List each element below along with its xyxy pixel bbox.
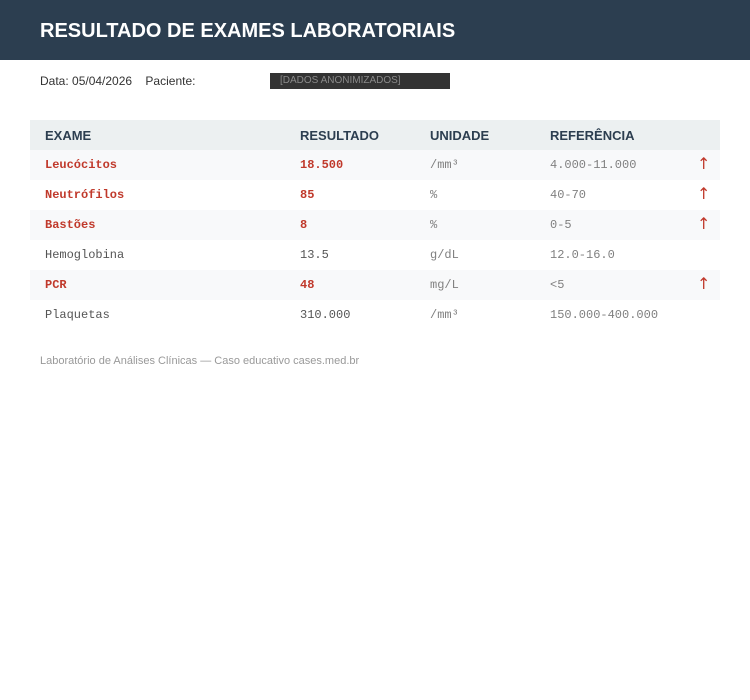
arrow-up-icon: ↑ [697, 184, 711, 203]
table-row [30, 180, 720, 210]
exam-reference: 0-5 [550, 218, 572, 232]
exam-unit: /mm³ [430, 158, 459, 172]
exam-name: Leucócitos [45, 158, 118, 172]
exam-reference: <5 [550, 278, 565, 292]
footer-note: Laboratório de Análises Clínicas — Caso educativo cases.med.br [40, 355, 360, 367]
column-header-reference: REFERÊNCIA [550, 128, 635, 143]
exam-reference: 12.0-16.0 [550, 248, 615, 262]
exam-unit: g/dL [430, 248, 459, 262]
exam-name: Plaquetas [45, 308, 110, 322]
exam-result: 18.500 [300, 158, 344, 172]
exam-reference: 150.000-400.000 [550, 308, 659, 322]
table-row [30, 300, 720, 330]
exam-name: Hemoglobina [45, 248, 125, 262]
exam-result: 85 [300, 188, 315, 202]
exam-unit: % [430, 218, 438, 232]
patient-redacted-field: [DADOS ANONIMIZADOS] [270, 73, 450, 89]
exam-name: Bastões [45, 218, 96, 232]
page-title: RESULTADO DE EXAMES LABORATORIAIS [40, 20, 456, 42]
exam-unit: /mm³ [430, 308, 459, 322]
exam-name: Neutrófilos [45, 188, 125, 202]
arrow-up-icon: ↑ [697, 154, 711, 173]
exam-reference: 4.000-11.000 [550, 158, 637, 172]
exam-result: 48 [300, 278, 315, 292]
exam-reference: 40-70 [550, 188, 587, 202]
arrow-up-icon: ↑ [697, 274, 711, 293]
arrow-up-icon: ↑ [697, 214, 711, 233]
table-row [30, 150, 720, 180]
column-header-exam: EXAME [45, 128, 92, 143]
exam-result: 8 [300, 218, 308, 232]
table-header [30, 120, 720, 150]
date-label: Data: 05/04/2026 [40, 74, 133, 88]
meta-line [40, 74, 195, 88]
exam-result: 310.000 [300, 308, 351, 322]
table-row [30, 240, 720, 270]
exam-unit: mg/L [430, 278, 459, 292]
patient-label: Paciente: [145, 74, 196, 88]
exam-name: PCR [45, 278, 67, 292]
exam-unit: % [430, 188, 438, 202]
column-header-unit: UNIDADE [430, 128, 490, 143]
table-row [30, 210, 720, 240]
header-bar [0, 0, 750, 60]
exam-result: 13.5 [300, 248, 329, 262]
results-table [30, 120, 720, 330]
table-row [30, 270, 720, 300]
column-header-result: RESULTADO [300, 128, 379, 143]
